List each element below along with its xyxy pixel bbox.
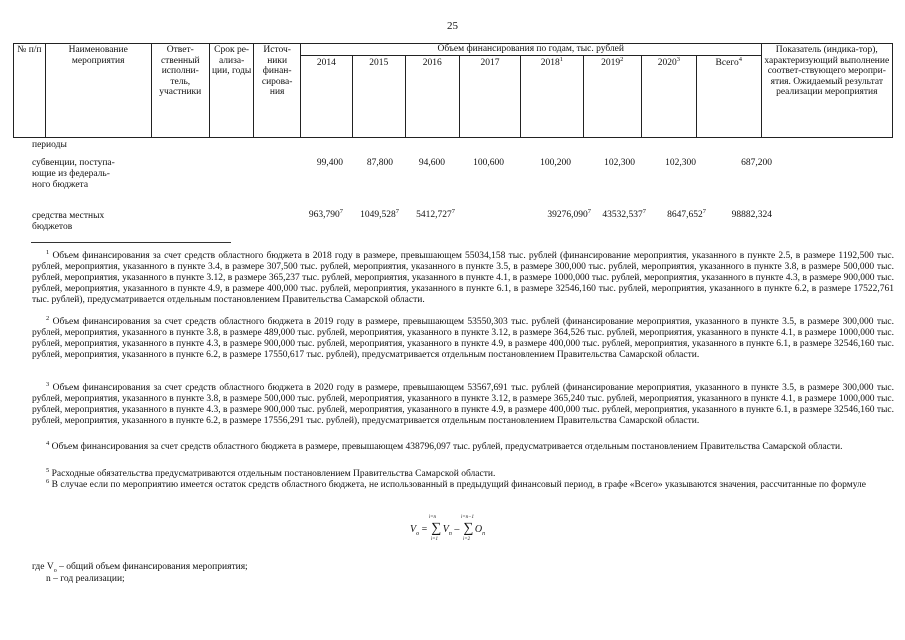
funding-table-header (13, 43, 893, 138)
header-term: Срок ре-ализа-ции, годы (209, 44, 253, 138)
header-year-2017: 2017 (459, 55, 520, 137)
footnote-2: $^2$ Объем финансирования за счет средств областного бюджета в 2019 году в размере, превышающем 53550,303 тыс. рублей (финансирование мероприятия, указанного в пункте 3.5, в размере 300,000 тыс. рублей, мероприятия, указанного в пункте 3.8, в размере 489,000 тыс. рублей, мероприятия, указанного в пункте 3.12, в размере 364,526 тыс. рублей, мероприятия, указанного в пункте 4.1, в размере 1000,000 тыс. рублей, мероприятия, указанного в пункте 4.3, в размере 900,000 тыс. рублей, мероприятия, указанного в пункте 4.9, в размере 400,000 тыс. рублей, мероприятия, указанного в пункте 6.1, в размере 32546,160 тыс. рублей, мероприятия, указанного в пункте 6.2, в размере 17550,617 тыс. рублей), предусматривается отдельным постановлением Правительства Самарской области. (32, 314, 895, 360)
header-name: Наименование мероприятия (45, 44, 151, 138)
subsidies-2019: 102,300 (604, 158, 635, 168)
footnote-3: $^3$ Объем финансирования за счет средств областного бюджета в 2020 году в размере, превышающем 53567,691 тыс. рублей (финансирование мероприятия, указанного в пункте 3.5, в размере 300,000 тыс. рублей, мероприятия, указанного в пункте 3.8, в размере 500,000 тыс. рублей, мероприятия, указанного в пункте 3.12, в размере 365,240 тыс. рублей, мероприятия, указанного в пункте 4.1, в размере 1000,000 тыс. рублей, мероприятия, указанного в пункте 4.3, в размере 900,000 тыс. рублей, мероприятия, указанного в пункте 4.9, в размере 400,000 тыс. рублей, мероприятия, указанного в пункте 6.1, в размере 32546,160 тыс. рублей, мероприятия, указанного в пункте 6.2, в размере 17556,291 тыс. рублей), предусматривается отдельным постановлением Правительства Самарской области. (32, 380, 895, 426)
local-2014: 963,790$^7$ (308, 207, 343, 220)
subsidies-2014: 99,400 (316, 158, 343, 168)
header-year-2020: 2020$^3$ (641, 55, 696, 137)
footnote-rule (31, 242, 231, 243)
local-total: 98882,324 (731, 210, 772, 220)
subsidies-2018: 100,200 (540, 158, 571, 168)
local-2018: 39276,090$^7$ (547, 207, 591, 220)
header-year-2014: 2014 (300, 55, 352, 137)
local-2016: 5412,727$^7$ (416, 207, 455, 220)
header-responsible: Ответ-ственный исполни-тель, участники (151, 44, 209, 138)
row-local-label: средства местных бюджетов (32, 211, 105, 232)
header-year-2018: 2018$^1$ (521, 55, 583, 137)
footnote-1: $^1$ Объем финансирования за счет средств областного бюджета в 2018 году в размере, превышающем 55034,158 тыс. рублей (финансирование мероприятия, указанного в пункте 2.5, в размере 1192,500 тыс. рублей, мероприятия, указанного в пункте 3.4, в размере 307,500 тыс. рублей, мероприятия, указанного в пункте 3.5, в размере 300,000 тыс. рублей, мероприятия, указанного в пункте 3.8, в размере 500,000 тыс. рублей, мероприятия, указанного в пункте 3.12, в размере 365,237 тыс. рублей, мероприятия, указанного в пункте 4.1, в размере 1000,000 тыс. рублей, мероприятия, указанного в пункте 4.3, в размере 900,000 тыс. рублей, мероприятия, указанного в пункте 4.9, в размере 400,000 тыс. рублей, мероприятия, указанного в пункте 6.1, в размере 32546,160 тыс. рублей, мероприятия, указанного в пункте 6.2, в размере 17522,761 тыс. рублей), предусматривается отдельным постановлением Правительства Самарской области. (32, 248, 894, 305)
header-year-2016: 2016 (405, 55, 459, 137)
header-year-2019: 2019$^2$ (583, 55, 641, 137)
header-funding: Объем финансирования по годам, тыс. рублей (300, 44, 761, 56)
subsidies-total: 687,200 (741, 158, 772, 168)
header-num: № п/п (14, 44, 46, 138)
subsidies-2016: 94,600 (418, 158, 445, 168)
where-line-2: n – год реализации; (46, 574, 125, 584)
row-subsidies-label: субвенции, поступа-ющие из федераль-ного бюджета (32, 158, 115, 190)
row-periods-label: периоды (32, 140, 67, 150)
local-2015: 1049,528$^7$ (360, 207, 399, 220)
where-line-1: где $V_o$ – общий объем финансирования мероприятия; (32, 562, 248, 574)
page-number: 25 (447, 20, 458, 32)
subsidies-2015: 87,800 (366, 158, 393, 168)
header-sources: Источ-ники финан-сирова-ния (254, 44, 301, 138)
footnote-6: $^6$ В случае если по мероприятию имеется остаток средств областного бюджета, не использованный в предыдущий финансовый период, в графе «Всего» указываются значения, рассчитанные по формуле (46, 477, 866, 490)
formula: $V_o$ = ∑ i=n i=1 $V_n$ – ∑ i=n−1 i=2 $O_n$ (410, 515, 486, 542)
footnote-5: $^5$ Расходные обязательства предусматриваются отдельным постановлением Правительства Самарской области. (46, 466, 496, 479)
header-year-2015: 2015 (352, 55, 405, 137)
local-2020: 8647,652$^7$ (667, 207, 706, 220)
subsidies-2017: 100,600 (473, 158, 504, 168)
subsidies-2020: 102,300 (665, 158, 696, 168)
sum-symbol-1: ∑ i=n i=1 (428, 515, 442, 542)
header-indicator: Показатель (индика-тор), характеризующий выполнение соответ-ствующего меропри-ятия. Ожидаемый результат реализации мероприятия (761, 44, 892, 138)
local-2019: 43532,537$^7$ (602, 207, 646, 220)
header-year-total: Всего$^4$ (696, 55, 761, 137)
sum-symbol-2: ∑ i=n−1 i=2 (460, 515, 474, 542)
footnote-4: $^4$ Объем финансирования за счет средств областного бюджета в размере, превышающем 438796,097 тыс. рублей, предусматривается отдельным постановлением Правительства Самарской области. (46, 439, 843, 452)
